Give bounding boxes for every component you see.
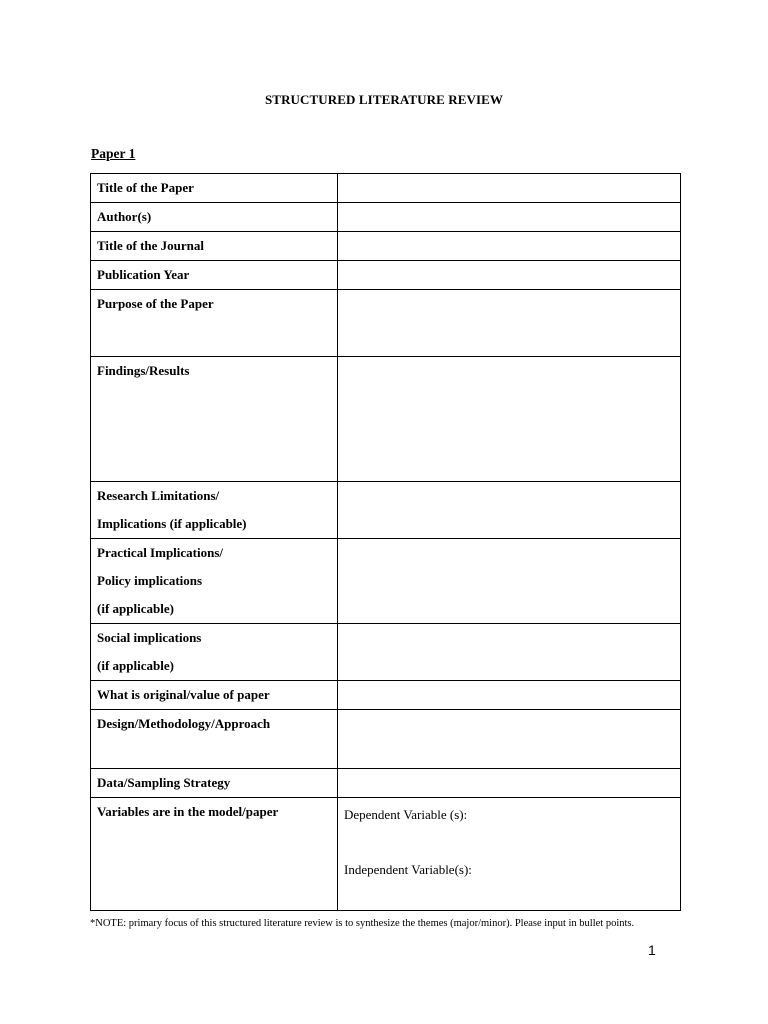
- row-value-data-sampling[interactable]: [338, 769, 681, 798]
- document-title: STRUCTURED LITERATURE REVIEW: [264, 92, 504, 107]
- table-row: [91, 261, 681, 290]
- table-row: [91, 174, 681, 203]
- row-label-findings: Findings/Results: [91, 357, 338, 482]
- row-label-practical-implications: Practical Implications/ Policy implications (if applicable): [91, 539, 338, 624]
- row-value-title-of-journal[interactable]: [338, 232, 681, 261]
- literature-review-table: [90, 173, 681, 911]
- footnote-note: *NOTE: primary focus of this structured literature review is to synthesize the themes (major/minor). Please input in bullet points.: [90, 918, 635, 929]
- dependent-variable-label: Dependent Variable (s):: [344, 807, 468, 822]
- row-label-variables: Variables are in the model/paper: [91, 798, 338, 911]
- table-row: [91, 232, 681, 261]
- row-value-purpose[interactable]: [338, 290, 681, 357]
- row-label-data-sampling: Data/Sampling Strategy: [91, 769, 338, 798]
- table-row: [91, 203, 681, 232]
- table-row: [91, 769, 681, 798]
- table-row: [91, 624, 681, 681]
- page-number: 1: [648, 942, 656, 958]
- row-value-title-of-paper[interactable]: [338, 174, 681, 203]
- row-label-title-of-journal: Title of the Journal: [91, 232, 338, 261]
- table-row: [91, 710, 681, 769]
- row-value-social-implications[interactable]: [338, 624, 681, 681]
- row-value-design-methodology[interactable]: [338, 710, 681, 769]
- row-value-originality[interactable]: [338, 681, 681, 710]
- row-value-variables[interactable]: [338, 798, 681, 911]
- row-label-publication-year: Publication Year: [91, 261, 338, 290]
- row-value-findings[interactable]: [338, 357, 681, 482]
- table-row: [91, 357, 681, 482]
- table-row: [91, 681, 681, 710]
- paper-label: Paper 1: [91, 146, 136, 161]
- row-value-practical-implications[interactable]: [338, 539, 681, 624]
- table-row: [91, 798, 681, 911]
- independent-variable-label: Independent Variable(s):: [344, 862, 472, 877]
- row-label-originality: What is original/value of paper: [91, 681, 338, 710]
- row-value-research-limitations[interactable]: [338, 482, 681, 539]
- row-value-authors[interactable]: [338, 203, 681, 232]
- table-row: [91, 482, 681, 539]
- table-row: [91, 539, 681, 624]
- row-label-social-implications: Social implications (if applicable): [91, 624, 338, 681]
- table-row: [91, 290, 681, 357]
- row-value-publication-year[interactable]: [338, 261, 681, 290]
- row-label-research-limitations: Research Limitations/ Implications (if applicable): [91, 482, 338, 539]
- row-label-design-methodology: Design/Methodology/Approach: [91, 710, 338, 769]
- row-label-authors: Author(s): [91, 203, 338, 232]
- row-label-title-of-paper: Title of the Paper: [91, 174, 338, 203]
- row-label-purpose: Purpose of the Paper: [91, 290, 338, 357]
